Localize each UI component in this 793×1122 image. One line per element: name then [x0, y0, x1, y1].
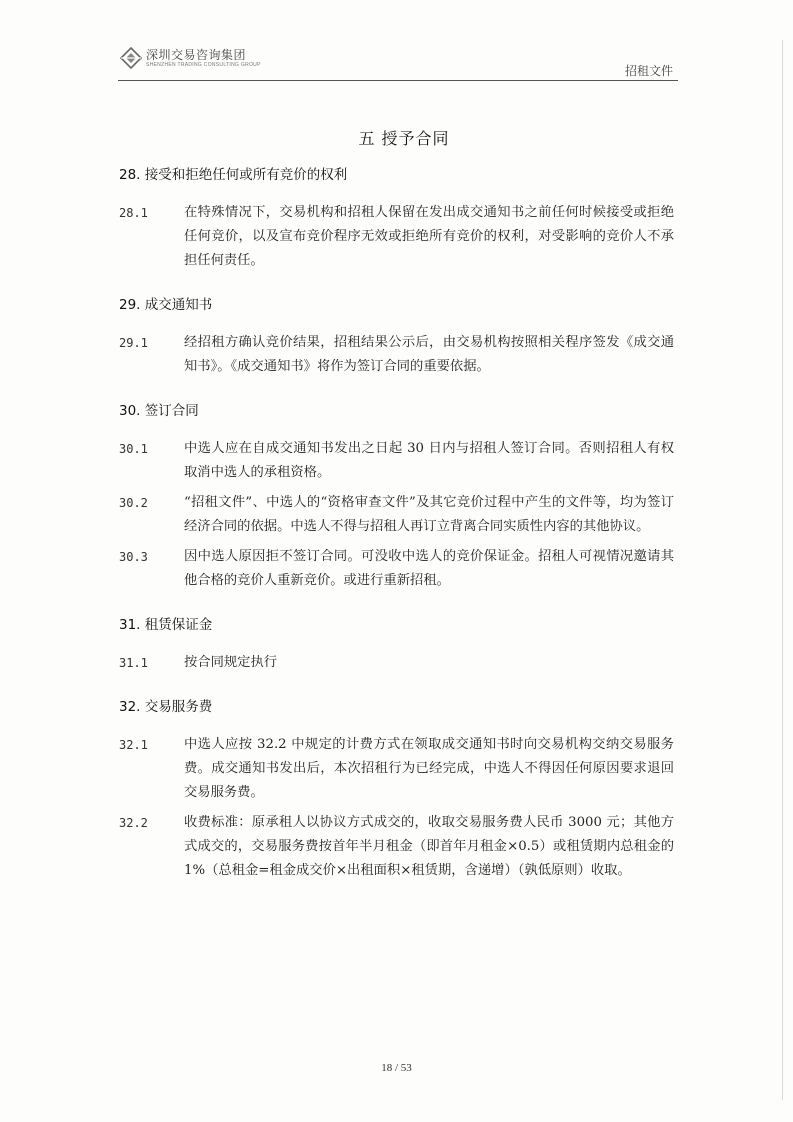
clause — [119, 437, 689, 485]
page-number: 18 / 53 — [381, 1062, 412, 1074]
clause-number: 30.2 — [119, 496, 148, 510]
clause-text: 收费标准：原承租人以协议方式成交的，收取交易服务费人民币 3000 元；其他方式成交的，交易服务费按首年半月租金（即首年月租金×0.5）或租赁期内总租金的 1%（总租金=租金成交价×出租面积×租赁期，含递增）（孰低原则）收取。 — [184, 815, 674, 878]
logo-english-name: SHENZHEN TRADING CONSULTING GROUP — [146, 61, 261, 68]
clause-number: 30.3 — [119, 550, 148, 564]
clause-text: 在特殊情况下，交易机构和招租人保留在发出成交通知书之前任何时候接受或拒绝任何竞价，以及宣布竞价程序无效或拒绝所有竞价的权利，对受影响的竞价人不承担任何责任。 — [184, 205, 674, 268]
clause-number: 31.1 — [119, 656, 148, 670]
company-logo — [120, 44, 261, 72]
logo-mark-icon — [120, 47, 142, 69]
clause — [119, 331, 689, 379]
clause-text: 因中选人原因拒不签订合同。可没收中选人的竞价保证金。招租人可视情况邀请其他合格的竞价人重新竞价。或进行重新招租。 — [184, 549, 674, 588]
clause-number: 32.2 — [119, 816, 148, 830]
document-body — [119, 118, 689, 889]
section-heading: 32. 交易服务费 — [119, 699, 213, 715]
section-heading: 31. 租赁保证金 — [119, 617, 213, 633]
section-heading: 29. 成交通知书 — [119, 297, 213, 313]
clause-text: 按合同规定执行 — [184, 655, 278, 670]
clause — [119, 811, 689, 883]
clause-number: 32.1 — [119, 738, 148, 752]
section-heading: 28. 接受和拒绝任何或所有竞价的权利 — [119, 167, 348, 183]
clause — [119, 651, 689, 675]
clause-text: 中选人应按 32.2 中规定的计费方式在领取成交通知书时向交易机构交纳交易服务费。成交通知书发出后，本次招租行为已经完成，中选人不得因任何原因要求退回交易服务费。 — [184, 737, 674, 800]
logo-name: 深圳交易咨询集团 — [146, 47, 247, 62]
chapter-title: 五 授予合同 — [358, 129, 450, 148]
clause-number: 29.1 — [119, 336, 148, 350]
clause-text: “招租文件”、中选人的“资格审查文件”及其它竞价过程中产生的文件等，均为签订经济合同的依据。中选人不得与招租人再订立背离合同实质性内容的其他协议。 — [184, 495, 674, 534]
clause — [119, 201, 689, 273]
clause — [119, 491, 689, 539]
scan-edge-line — [782, 40, 783, 1100]
section-heading: 30. 签订合同 — [119, 403, 199, 419]
clause-number: 28.1 — [119, 206, 148, 220]
header-divider — [118, 80, 678, 81]
clause-text: 经招租方确认竞价结果，招租结果公示后，由交易机构按照相关程序签发《成交通知书》。《成交通知书》将作为签订合同的重要依据。 — [184, 335, 674, 374]
clause-text: 中选人应在自成交通知书发出之日起 30 日内与招租人签订合同。否则招租人有权取消中选人的承租资格。 — [184, 441, 674, 480]
clause-number: 30.1 — [119, 442, 148, 456]
clause — [119, 733, 689, 805]
document-type-label: 招租文件 — [624, 64, 673, 78]
clause — [119, 545, 689, 593]
